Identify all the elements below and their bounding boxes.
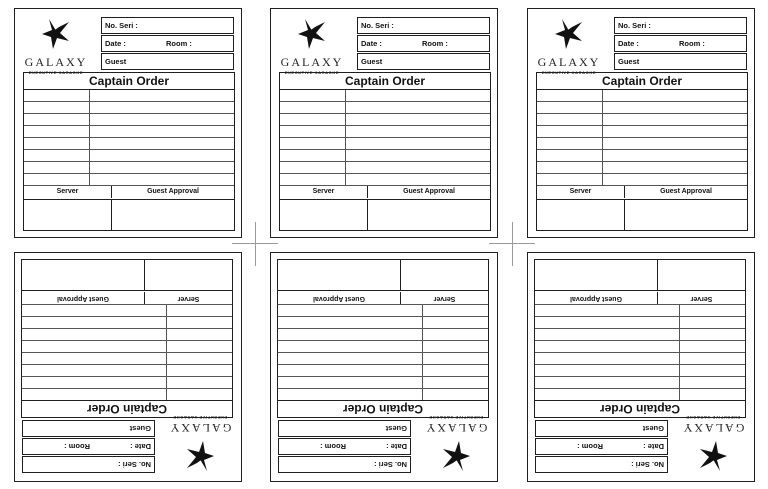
signature-header — [280, 186, 490, 200]
order-row[interactable] — [24, 90, 234, 102]
order-row[interactable] — [24, 138, 234, 150]
order-row[interactable] — [24, 126, 234, 138]
no-seri-field[interactable] — [535, 456, 668, 473]
galaxy-logo — [165, 411, 235, 473]
no-seri-label: No. Seri : — [374, 460, 407, 469]
order-row[interactable] — [280, 138, 490, 150]
captain-order-form — [527, 252, 755, 482]
order-rows — [24, 90, 234, 186]
guest-label: Guest — [105, 57, 127, 66]
order-table — [277, 259, 489, 418]
galaxy-logo — [21, 17, 91, 79]
no-seri-label: No. Seri : — [631, 460, 664, 469]
guest-approval-label: Guest Approval — [535, 292, 658, 304]
crop-mark — [255, 222, 256, 266]
order-row[interactable] — [535, 340, 745, 352]
order-row[interactable] — [278, 340, 488, 352]
server-label: Server — [433, 295, 456, 302]
brand-tagline: EXECUTIVE KARAOKE — [685, 415, 741, 420]
no-seri-field[interactable] — [614, 17, 747, 34]
brand-name: GALAXY — [537, 55, 601, 69]
order-row[interactable] — [280, 174, 490, 186]
date-room-field[interactable] — [22, 438, 155, 455]
no-seri-label: No. Seri : — [361, 21, 394, 30]
signature-boxes[interactable] — [278, 260, 488, 290]
signature-header — [22, 290, 232, 304]
guest-approval-label: Guest Approval — [624, 186, 747, 198]
order-table — [23, 72, 235, 231]
order-table — [536, 72, 748, 231]
date-room-field[interactable] — [101, 35, 234, 52]
server-label: Server — [177, 295, 200, 302]
order-row[interactable] — [22, 364, 232, 376]
galaxy-logo — [534, 17, 604, 79]
galaxy-logo — [421, 411, 491, 473]
server-label: Server — [56, 188, 79, 195]
guest-label: Guest — [129, 424, 151, 433]
brand-tagline: EXECUTIVE KARAOKE — [28, 70, 84, 75]
star-logo-icon — [39, 17, 73, 51]
guest-label: Guest — [618, 57, 640, 66]
brand-name: GALAXY — [280, 55, 344, 69]
brand-name: GALAXY — [168, 421, 232, 435]
order-row[interactable] — [24, 114, 234, 126]
order-row[interactable] — [280, 162, 490, 174]
order-row[interactable] — [537, 162, 747, 174]
date-label: Date : — [618, 39, 639, 48]
order-row[interactable] — [535, 304, 745, 316]
guest-approval-label: Guest Approval — [367, 186, 490, 198]
order-row[interactable] — [22, 304, 232, 316]
captain-order-form — [270, 252, 498, 482]
form-title: Captain Order — [22, 400, 232, 417]
no-seri-label: No. Seri : — [105, 21, 138, 30]
room-label: Room : — [422, 39, 448, 48]
guest-label: Guest — [385, 424, 407, 433]
brand-name: GALAXY — [681, 421, 745, 435]
captain-order-form — [527, 8, 755, 238]
order-rows — [278, 304, 488, 400]
form-title: Captain Order — [278, 400, 488, 417]
guest-field[interactable] — [101, 53, 234, 70]
order-row[interactable] — [537, 138, 747, 150]
server-label: Server — [569, 188, 592, 195]
order-row[interactable] — [280, 126, 490, 138]
guest-label: Guest — [361, 57, 383, 66]
date-label: Date : — [105, 39, 126, 48]
order-row[interactable] — [24, 150, 234, 162]
guest-field[interactable] — [357, 53, 490, 70]
order-row[interactable] — [537, 102, 747, 114]
order-row[interactable] — [535, 364, 745, 376]
date-label: Date : — [386, 442, 407, 451]
room-label: Room : — [679, 39, 705, 48]
date-room-field[interactable] — [278, 438, 411, 455]
no-seri-label: No. Seri : — [118, 460, 151, 469]
guest-field[interactable] — [22, 420, 155, 437]
order-rows — [537, 90, 747, 186]
form-title: Captain Order — [537, 73, 747, 90]
no-seri-field[interactable] — [278, 456, 411, 473]
order-row[interactable] — [280, 114, 490, 126]
guest-field[interactable] — [614, 53, 747, 70]
order-row[interactable] — [535, 316, 745, 328]
order-table — [279, 72, 491, 231]
star-logo-icon — [439, 439, 473, 473]
captain-order-form — [14, 252, 242, 482]
date-label: Date : — [130, 442, 151, 451]
form-title: Captain Order — [535, 400, 745, 417]
signature-boxes[interactable] — [22, 260, 232, 290]
date-room-field[interactable] — [535, 438, 668, 455]
order-table — [21, 259, 233, 418]
order-row[interactable] — [278, 316, 488, 328]
order-row[interactable] — [278, 304, 488, 316]
order-rows — [22, 304, 232, 400]
signature-boxes[interactable] — [24, 200, 234, 230]
brand-name: GALAXY — [24, 55, 88, 69]
order-row[interactable] — [22, 328, 232, 340]
order-row[interactable] — [535, 352, 745, 364]
order-row[interactable] — [280, 102, 490, 114]
signature-header — [535, 290, 745, 304]
order-row[interactable] — [537, 150, 747, 162]
signature-boxes[interactable] — [537, 200, 747, 230]
order-row[interactable] — [22, 376, 232, 388]
signature-header — [24, 186, 234, 200]
no-seri-field[interactable] — [101, 17, 234, 34]
order-row[interactable] — [535, 376, 745, 388]
signature-boxes[interactable] — [280, 200, 490, 230]
star-logo-icon — [295, 17, 329, 51]
signature-header — [537, 186, 747, 200]
captain-order-form — [270, 8, 498, 238]
signature-header — [278, 290, 488, 304]
brand-tagline: EXECUTIVE KARAOKE — [541, 70, 597, 75]
guest-label: Guest — [642, 424, 664, 433]
server-label: Server — [312, 188, 335, 195]
order-row[interactable] — [280, 90, 490, 102]
order-rows — [280, 90, 490, 186]
order-row[interactable] — [535, 388, 745, 400]
order-row[interactable] — [537, 126, 747, 138]
brand-name: GALAXY — [424, 421, 488, 435]
date-room-field[interactable] — [357, 35, 490, 52]
order-row[interactable] — [278, 352, 488, 364]
star-logo-icon — [183, 439, 217, 473]
crop-mark — [512, 222, 513, 266]
order-row[interactable] — [278, 376, 488, 388]
no-seri-field[interactable] — [22, 456, 155, 473]
order-row[interactable] — [24, 102, 234, 114]
galaxy-logo — [277, 17, 347, 79]
no-seri-label: No. Seri : — [618, 21, 651, 30]
order-row[interactable] — [278, 388, 488, 400]
star-logo-icon — [552, 17, 586, 51]
room-label: Room : — [577, 442, 603, 451]
brand-tagline: EXECUTIVE KARAOKE — [172, 415, 228, 420]
no-seri-field[interactable] — [357, 17, 490, 34]
guest-approval-label: Guest Approval — [278, 292, 401, 304]
captain-order-form — [14, 8, 242, 238]
date-label: Date : — [361, 39, 382, 48]
galaxy-logo — [678, 411, 748, 473]
room-label: Room : — [64, 442, 90, 451]
order-row[interactable] — [537, 114, 747, 126]
order-row[interactable] — [537, 174, 747, 186]
room-label: Room : — [320, 442, 346, 451]
order-row[interactable] — [537, 90, 747, 102]
order-table — [534, 259, 746, 418]
order-row[interactable] — [24, 162, 234, 174]
order-rows — [535, 304, 745, 400]
order-row[interactable] — [22, 340, 232, 352]
date-label: Date : — [643, 442, 664, 451]
order-row[interactable] — [280, 150, 490, 162]
order-row[interactable] — [278, 328, 488, 340]
brand-tagline: EXECUTIVE KARAOKE — [428, 415, 484, 420]
guest-field[interactable] — [535, 420, 668, 437]
signature-boxes[interactable] — [535, 260, 745, 290]
guest-field[interactable] — [278, 420, 411, 437]
order-row[interactable] — [22, 352, 232, 364]
guest-approval-label: Guest Approval — [22, 292, 145, 304]
server-label: Server — [690, 295, 713, 302]
order-row[interactable] — [278, 364, 488, 376]
order-row[interactable] — [22, 388, 232, 400]
order-row[interactable] — [22, 316, 232, 328]
room-label: Room : — [166, 39, 192, 48]
star-logo-icon — [696, 439, 730, 473]
form-title: Captain Order — [280, 73, 490, 90]
brand-tagline: EXECUTIVE KARAOKE — [284, 70, 340, 75]
form-title: Captain Order — [24, 73, 234, 90]
date-room-field[interactable] — [614, 35, 747, 52]
order-row[interactable] — [24, 174, 234, 186]
guest-approval-label: Guest Approval — [111, 186, 234, 198]
order-row[interactable] — [535, 328, 745, 340]
